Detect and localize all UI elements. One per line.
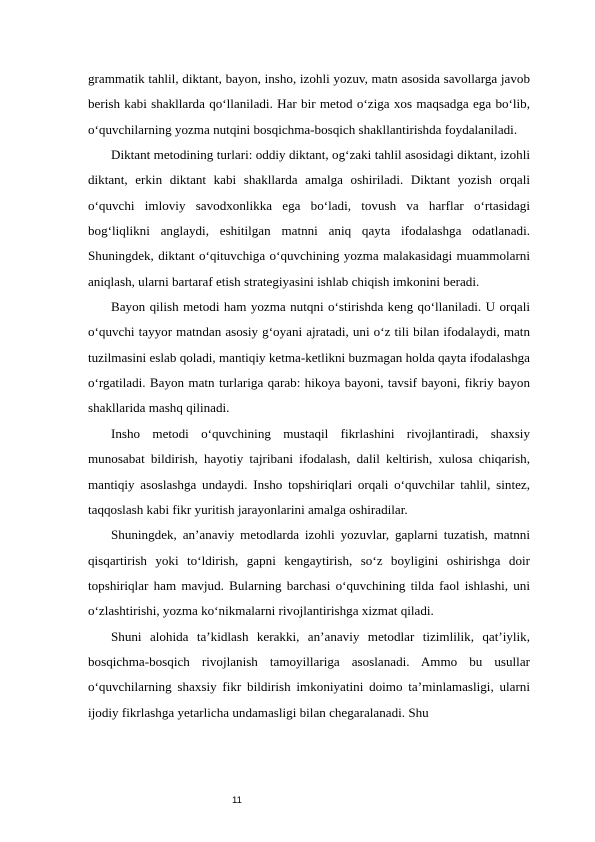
page-number: 11: [232, 795, 242, 806]
paragraph-diktant: Diktant metodining turlari: oddiy diktant, og‘zaki tahlil asosidagi diktant, izohli diktant, erkin diktant kabi shakllarda amalga oshiriladi. Diktant yozish orqali o‘quvchi imloviy savodxonlikka ega bo‘ladi, tovush va harflar o‘rtasidagi bog‘liqlikni anglaydi, eshitilgan matnni aniq qayta ifodalashga odatlanadi. Shuningdek, diktant o‘qituvchiga o‘quvchining yozma malakasidagi muammolarni aniqlash, ularni bartaraf etish strategiyasini ishlab chiqish imkonini beradi.: [88, 147, 530, 289]
paragraph-conclusion: Shuni alohida ta’kidlash kerakki, an’anaviy metodlar tizimlilik, qat’iylik, bosqichma-bosqich rivojlanish tamoyillariga asoslanadi. Ammo bu usullar o‘quvchilarning shaxsiy fikr bildirish imkoniyatini doimo ta’minlamasligi, ularni ijodiy fikrlashga yetarlicha undamasligi bilan chegaralanadi. Shu: [88, 628, 530, 720]
document-body: [88, 66, 530, 725]
paragraph-izohli-yozuv: Shuningdek, an’anaviy metodlarda izohli yozuvlar, gaplarni tuzatish, matnni qisqartirish yoki to‘ldirish, gapni kengaytirish, so‘z boyligini oshirishga doir topshiriqlar ham mavjud. Bularning barchasi o‘quvchining tilda faol ishlashi, uni o‘zlashtirishi, yozma ko‘nikmalarni rivojlantirishga xizmat qiladi.: [88, 527, 530, 619]
paragraph-continuation: grammatik tahlil, diktant, bayon, insho, izohli yozuv, matn asosida savollarga javob berish kabi shakllarda qo‘llaniladi. Har bir metod o‘ziga xos maqsadga ega bo‘lib, o‘quvchilarning yozma nutqini bosqichma-bosqich shakllantirishda foydalaniladi.: [88, 71, 530, 137]
paragraph-insho: Insho metodi o‘quvchining mustaqil fikrlashini rivojlantiradi, shaxsiy munosabat bildirish, hayotiy tajribani ifodalash, dalil keltirish, xulosa chiqarish, mantiqiy asoslashga undaydi. Insho topshiriqlari orqali o‘quvchilar tahlil, sintez, taqqoslash kabi fikr yuritish jarayonlarini amalga oshiradilar.: [88, 425, 530, 517]
paragraph-bayon: Bayon qilish metodi ham yozma nutqni o‘stirishda keng qo‘llaniladi. U orqali o‘quvchi tayyor matndan asosiy g‘oyani ajratadi, uni o‘z tili bilan ifodalaydi, matn tuzilmasini eslab qoladi, mantiqiy ketma-ketlikni buzmagan holda qayta ifodalashga o‘rgatiladi. Bayon matn turlariga qarab: hikoya bayoni, tavsif bayoni, fikriy bayon shakllarida mashq qilinadi.: [88, 299, 530, 416]
